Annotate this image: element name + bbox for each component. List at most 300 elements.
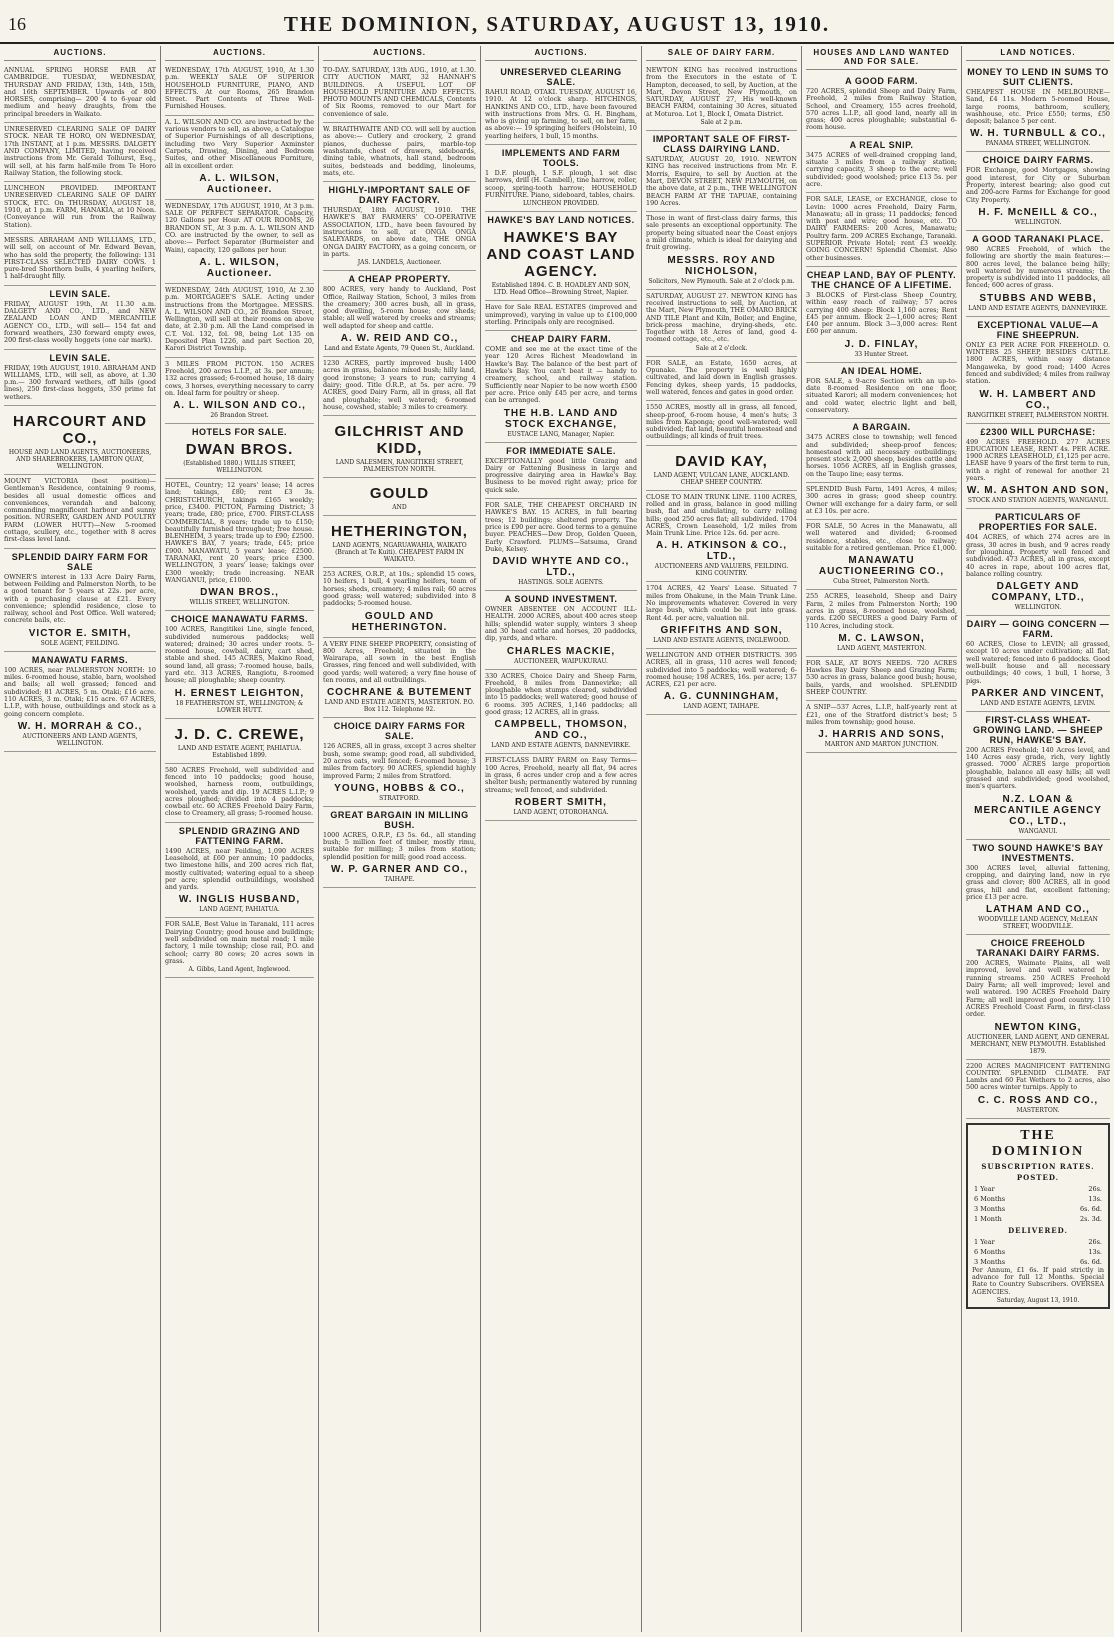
- column-header: AUCTIONS.: [165, 46, 314, 61]
- advertisement: [4, 64, 156, 123]
- advertiser-address: (Established 1880.) WILLIS STREET, WELLINGTON.: [183, 460, 296, 475]
- advertiser-name: A. L. WILSON AND CO.,: [173, 400, 306, 412]
- column-header: HOUSES AND LAND WANTED AND FOR SALE.: [806, 46, 957, 70]
- advertiser-name: A. L. WILSON, Auctioneer.: [199, 172, 280, 195]
- advertiser-name: HARCOURT AND CO.,: [13, 412, 147, 447]
- ad-body-text: WELLINGTON AND OTHER DISTRICTS. 395 ACRES, all in grass, 110 acres well fenced; subdivided into 5 paddocks; well watered; 6-roomed house; 198 ACRES, 16s. per acre; 137 ACRES, £21 per acre.: [646, 650, 797, 689]
- advertiser-address: WELLINGTON.: [1014, 604, 1062, 612]
- advertiser-address: PANAMA STREET, WELLINGTON.: [985, 140, 1091, 148]
- advertiser-name: HETHERINGTON,: [331, 523, 468, 541]
- ad-body-text: 1550 ACRES, mostly all in grass, all fenced, sheep-proof, 6-room house, 4 men's huts; 3 miles from Kaponga; good well-watered; well subdivided; flat land, beautiful homestead and outbuildings; all kinds of fruit trees.: [646, 403, 797, 441]
- advertiser-name: CHARLES MACKIE,: [506, 645, 616, 657]
- advertisement: [806, 590, 957, 656]
- advertiser-name: J. HARRIS AND SONS,: [818, 729, 945, 741]
- advertisement: [806, 137, 957, 193]
- advertisement: [485, 754, 637, 820]
- advertiser-address: Cuba Street, Palmerston North.: [833, 578, 930, 586]
- advertisement: [165, 64, 314, 116]
- ad-body-text: NEWTON KING has received instructions from the Executors in the estate of T. Hampton, deceased, to sell, by Auction, at the Mart, Devon Street, New Plymouth, on SATURDAY, AUGUST 27, His well-known BEACH FARM, containing 30 Acres, situated at Moturoa. Lot 1, Block I, Omata District.: [646, 66, 797, 118]
- advertiser-name: STUBBS AND WEBB,: [979, 292, 1097, 304]
- advertisement: [165, 479, 314, 611]
- ad-body-text: Those in want of first-class dairy farms, this sale presents an exceptional opportunity. The property being situated near the Coast enjoys a mild climate, which is ideal for dairying and fruit growing.: [646, 214, 797, 252]
- ad-body-text: CLOSE TO MAIN TRUNK LINE. 1100 ACRES, rolled and in grass, balance in good milling bush, flat and undulating, to carry rolling hills; good 250 acres flat; all subdivided. 1704 ACRES, Crown Leasehold, 1/2 miles from Main Trunk Line. Price 12s. 6d. per acre.: [646, 492, 797, 538]
- advertiser-address: SOLE AGENT, FEILDING.: [40, 639, 120, 647]
- ad-body-text: HOTEL, Country; 12 years' lease; 14 acres land; takings, £80; rent £3 3s. CHRISTCHURCH, takings £165 weekly; price, £3400. PICTON, Farming District; 3 years; trade, £80; price, £700. FIRST-CLASS COMMERCIAL, 8 years; trade up to £150; beautifully furnished throughout; free house. BLENHEIM, 3 years; trade up to £90; £2500. HAWKE'S BAY, 7 years; trade, £45; price £900. MANAWATU, 5 years' lease; £2500. TARANAKI, rent 20 years; price £300. WELLINGTON, 3 years' lease; takings over £300 weekly; trade increasing. NEAR WANGANUI, price, £1000.: [165, 481, 314, 584]
- ad-body-text: W. BRAITHWAITE AND CO. will sell by auction as above:— Cutlery and crockery, 2 grand pianos, duchesse pairs, marble-top washstands, chest of drawers, sideboards, dining table, whatnots, hall stand, bedroom suites, bedsteads and bedding, linoleums, mats, etc.: [323, 125, 476, 177]
- advertiser-name: GOULD: [369, 485, 430, 503]
- ad-title: £2300 WILL PURCHASE:: [980, 426, 1096, 437]
- advertiser-address: AUCTIONEER, WAIPUKURAU.: [514, 657, 608, 665]
- advertisement: [485, 443, 637, 499]
- ad-body-text: THURSDAY, 18th AUGUST, 1910. THE HAWKE'S BAY FARMERS' CO-OPERATIVE ASSOCIATION, LTD., have been favoured by instructions to sell, at ONGA ONGA SALEYARDS, on above date, THE ONGA ONGA DAIRY FACTORY, as a going concern, or in parts.: [323, 206, 476, 258]
- advertisement: [323, 416, 476, 478]
- advertisement: [966, 1060, 1110, 1119]
- advertisement: [966, 712, 1110, 840]
- ad-body-text: 720 ACRES, splendid Sheep and Dairy Farm, Freehold, 2 miles from Railway Station, School, and Creamery, 155 acres freehold, 570 acres L.I.P., all good land, nearly all in grass; 400 acres ploughable; substantial 6-room house.: [806, 87, 957, 132]
- ad-body-text: 980 ACRES Freehold, of which the following are shortly the main features:— 800 acres level, the balance being hilly; well watered by numerous streams; the property is subdivided into 11 paddocks, all fenced; 600 acres of grass.: [966, 244, 1110, 290]
- ad-title: A GOOD FARM.: [845, 76, 918, 86]
- ad-body-text: FOR SALE, 50 Acres in the Manawatu, all well watered and divided; 6-roomed residence, stables, etc., close to railway; suitable for a retired gentleman. Price £1,000.: [806, 522, 957, 553]
- advertiser-name: W. H. MORRAH & CO.,: [17, 720, 143, 732]
- advertisement: [806, 193, 957, 267]
- rate-price: 13s.: [1088, 1247, 1102, 1256]
- column-6: [801, 46, 961, 1632]
- advertiser-name: W. H. LAMBERT AND CO.,: [979, 388, 1097, 411]
- ad-title: IMPLEMENTS AND FARM TOOLS.: [501, 148, 621, 169]
- ad-body-text: 300 ACRES level, alluvial fattening, cropping, and dairying land, now in rye grass and clover; 800 ACRES, all in good grass, hill and flat, excellent fattening; price £13 per acre.: [966, 863, 1110, 901]
- ad-body-text: 499 ACRES FREEHOLD. 277 ACRES EDUCATION LEASE, RENT 4s. PER ACRE. 1900 ACRES LEASEHOLD, £1,125 per acre. LEASE have 9 years of the first term to run, with a right of renewal for another 21 years.: [966, 437, 1110, 483]
- advertisement: [646, 582, 797, 648]
- ad-body-text: 404 ACRES, of which 274 acres are in grass, 30 acres in bush, and 9 acres ready for ploughing. Property well fenced and subdivided. 473 ACRES, all in grass, except 40 acres in rape, about 100 acres flat, balance rolling country.: [966, 533, 1110, 578]
- column-2: [160, 46, 318, 1632]
- advertisement: [966, 509, 1110, 616]
- advertiser-address: LAND AGENT, VULCAN LANE, AUCKLAND. CHEAP SHEEP COUNTRY.: [653, 471, 790, 486]
- ad-body-text: 100 ACRES, Rangitikei Line, single fenced, subdivided numerous paddocks; well watered; drained; 30 acres under roots. 5-roomed house, cowbail, dairy, cart shed, stable and shed. 145 ACRES, Makino Road, sound land, all grass; 7-roomed house, bails, yard etc. 313 ACRES, Rangiotu, 8-roomed house; all ploughable; sheep country.: [165, 625, 314, 685]
- advertisement: [646, 64, 797, 131]
- ad-body-text: MOUNT VICTORIA (best position)— Gentleman's Residence, containing 9 rooms, besides all usual domestic offices and conveniences, verandah and balcony, commanding magnificent harbour and sunny position. NURSERY, GARDEN AND POULTRY FARM (LOWER HUTT)—New 5-roomed cottage, scullery, etc., together with 8 acres first-class level land.: [4, 476, 156, 544]
- ad-title: HOTELS FOR SALE.: [191, 427, 287, 438]
- advertiser-name: W. P. GARNER AND CO.,: [330, 864, 469, 876]
- advertiser-address: LAND AGENTS, NGARUAWAHIA, WAIKATO (Branch at Te Kuiti). CHEAPEST FARM IN WAIKATO.: [332, 542, 467, 564]
- ad-body-text: SPLENDID Bush Farm, 1491 Acres, 4 miles; 300 acres in grass; good sheep country. Owner will exchange for a dairy farm, or sell at £3 10s. per acre.: [806, 484, 957, 515]
- advertisement: [806, 363, 957, 419]
- advertiser-address: STRATFORD.: [379, 794, 420, 802]
- advertisement: [323, 638, 476, 719]
- advertiser-name: M. C. LAWSON,: [838, 632, 925, 644]
- advertisement: [165, 823, 314, 919]
- rate-period: 6 Months: [974, 1194, 1006, 1203]
- advertisement: [646, 290, 797, 357]
- ad-body-text: FOR SALE, AT BOYS NEEDS. 720 ACRES Hawkes Bay Dairy Sheep and Grazing Farm; 530 acres in grass, balance good bush; house, bails, yards, and woolshed. SPLENDID SHEEP COUNTRY.: [806, 658, 957, 697]
- advertisement: [646, 212, 797, 289]
- advertiser-address: STOCK AND STATION AGENTS, WANGANUI.: [967, 497, 1109, 505]
- advertisement: [485, 301, 637, 331]
- advertiser-address: WOODVILLE LAND AGENCY, McLEAN STREET, WOODVILLE.: [978, 916, 1098, 931]
- advertiser-name: COCHRANE & BUTEMENT: [326, 687, 473, 699]
- advertiser-name: LATHAM AND CO.,: [986, 904, 1090, 916]
- ad-title: SPLENDID GRAZING AND FATTENING FARM.: [178, 825, 301, 846]
- column-header: AUCTIONS.: [4, 46, 156, 61]
- advertiser-name: W. M. ASHTON AND SON,: [966, 485, 1110, 497]
- advertiser-address: LAND AGENT, MASTERTON.: [836, 644, 927, 652]
- rate-period: 1 Month: [974, 1214, 1002, 1223]
- advertisement: [4, 406, 156, 475]
- advertiser-address: AUCTIONEERS AND LAND AGENTS, WELLINGTON.: [22, 732, 138, 747]
- advertisement: [806, 520, 957, 590]
- rate-price: 26s.: [1088, 1184, 1102, 1193]
- rates-title: THE DOMINION: [991, 1127, 1085, 1159]
- advertisement: [4, 123, 156, 182]
- advertisement: [323, 718, 476, 806]
- rate-period: 1 Year: [974, 1184, 995, 1193]
- ad-title: MANAWATU FARMS.: [31, 654, 129, 665]
- advertisement: [323, 516, 476, 568]
- ad-title: A BARGAIN.: [852, 422, 911, 433]
- ad-body-text: FOR SALE, an Estate, 1650 acres, at Opunake. The property is well highly cultivated, and laid down in English grasses. Fencing dykes, sheep yards, 15 paddocks, well watered, fences and gates in good order.: [646, 358, 797, 396]
- ad-body-text: MESSRS. ABRAHAM AND WILLIAMS, LTD., will sell, on account of Mr. Edward Bevan, who has sold the property, the following: 131 FIRST-CLASS SELECTED DAIRY COWS. 1 pure-bred Shorthorn bulls, 4 yearling heifers, 1 half-draught filly.: [4, 235, 156, 281]
- rate-period: 3 Months: [974, 1257, 1006, 1266]
- advertisement: [323, 478, 476, 516]
- column-4: [480, 46, 641, 1632]
- advertiser-address: 18 FEATHERSTON ST., WELLINGTON; & LOWER HUTT.: [175, 699, 304, 714]
- advertisement: [323, 357, 476, 416]
- advertiser-address: LAND AND ESTATE AGENTS, INGLEWOOD.: [653, 636, 790, 644]
- advertiser-name: THE H.B. LAND AND STOCK EXCHANGE,: [503, 407, 619, 430]
- ad-title: EXCEPTIONAL VALUE—A FINE SHEEPRUN.: [977, 319, 1099, 340]
- advertiser-name: J. D. C. CREWE,: [174, 725, 305, 743]
- ad-title: UNRESERVED CLEARING SALE.: [500, 67, 622, 87]
- ad-body-text: 255 ACRES, leasehold, Sheep and Dairy Farm, 2 miles from Palmerston North; 190 acres in grass, 8-roomed house, woolshed, yards. £200 SECURES a good Dairy Farm of 110 Acres, including stock.: [806, 592, 957, 630]
- ad-body-text: FIRST-CLASS DAIRY FARM on Easy Terms—100 Acres, Freehold, nearly all flat, 94 acres in grass, 6 acres under crop and a few acres shelter bush; permanently watered by running streams; well fenced, and subdivided.: [485, 756, 637, 794]
- advertisement: [485, 591, 637, 669]
- rates-row: [972, 1237, 1104, 1247]
- ad-body-text: CHEAPEST HOUSE IN MELBOURNE—Sand, £4 11s. Modern 5-roomed House, large rooms, bathroom, scullery, washhouse, etc. Price £550; terms, £50 deposit; balance 5 per cent.: [966, 88, 1110, 126]
- advertiser-name: J. D. FINLAY,: [844, 338, 919, 350]
- advertisement: [4, 350, 156, 406]
- ad-body-text: WEDNESDAY, 24th AUGUST, 1910, At 2.30 p.m. MORTGAGEE'S SALE. Acting under instructions from the Mortgagee. MESSRS. A. L. WILSON AND CO., 26 Brandon Street, Wellington, will sell at their rooms on above date, at 2.30 p.m. All the Land comprised in C.T. Vol. 132, fol. 98, being Lot 135 on Deposited Plan 1226, and part Section 20, Karori District Township.: [165, 285, 314, 353]
- ad-body-text: 253 ACRES, O.R.P., at 10s.; splendid 15 cows, 10 heifers, 1 bull, 4 yearling heifers, team of horses; sheds, creamery; 4 miles rail; 60 acres good grass; well watered; subdivided into 8 paddocks; 5-roomed house.: [323, 570, 476, 608]
- ad-body-text: A SNIP—537 Acres, L.I.P., half-yearly rent at £21, one of the Stratford district's best; 5 miles from township; good house.: [806, 703, 957, 726]
- advertisement: [646, 649, 797, 715]
- advertisement: [323, 64, 476, 123]
- page-number: 16: [8, 14, 26, 34]
- advertiser-name: W. H. TURNBULL & CO.,: [970, 128, 1106, 140]
- advertisement: [323, 568, 476, 637]
- ad-title: IMPORTANT SALE OF FIRST-CLASS DAIRYING LAND.: [652, 134, 791, 155]
- advertiser-address: LAND SALESMEN, RANGITIKEI STREET, PALMERSTON NORTH.: [335, 459, 464, 474]
- ad-body-text: FOR SALE, a 9-acre Section with an up-to-date 8-roomed Residence on one floor, situated Karori; all modern conveniences; hot and cold water, electric light and bell, conservatory.: [806, 376, 957, 414]
- advertisement: [165, 284, 314, 358]
- advertiser-address: LAND AND ESTATE AGENTS, MASTERTON. P.O. Box 112. Telephone 92.: [324, 699, 475, 714]
- advertiser-name: HAWKE'S BAY AND COAST LAND AGENCY.: [486, 229, 636, 281]
- advertiser-address: TAIHAPE.: [384, 876, 415, 884]
- ad-body-text: FOR SALE, Best Value in Taranaki, 111 acres Dairying Country; good house and buildings; well subdivided on main metal road; 1 mile factory, 1 mile township; close rail, P.O. and school; carry 80 cows; 20 acres sown in grass.: [165, 920, 314, 965]
- ad-body-text: 800 ACRES, very handy to Auckland, Post Office, Railway Station, School, 3 miles from the creamery; 300 acres bush, all in grass, good dwelling, 5-room house; cow sheds; stable; all well watered by creeks and streams; well adapted for sheep and cattle.: [323, 285, 476, 330]
- advertisement: [165, 116, 314, 200]
- column-7: [961, 46, 1114, 1632]
- column-5: [641, 46, 801, 1632]
- advertiser-name: C. C. ROSS AND CO.,: [977, 1094, 1099, 1106]
- rate-price: 26s.: [1088, 1237, 1102, 1246]
- ad-title: A SOUND INVESTMENT.: [504, 594, 618, 605]
- advertisement: [485, 331, 637, 442]
- advertiser-address: LAND AGENT, TAIHAPE.: [683, 703, 760, 711]
- ad-body-text: OWNER ABSENTEE ON ACCOUNT ILL-HEALTH. 2000 ACRES, about 400 acres steep hills; splendid water supply, winters 3 sheep and 30 head cattle and horses, 20 paddocks, dip, yards, and whare.: [485, 605, 637, 643]
- advertisement: [966, 317, 1110, 424]
- advertiser-name: A. H. ATKINSON & CO., LTD.,: [656, 540, 787, 563]
- ad-title: SPLENDID DAIRY FARM FOR SALE: [11, 551, 149, 572]
- advertiser-address: Land and Estate Agents, 79 Queen St., Auckland.: [324, 345, 475, 353]
- advertiser-address: MASTERTON.: [1016, 1106, 1060, 1114]
- advertiser-address: RANGITIKEI STREET, PALMERSTON NORTH.: [967, 411, 1109, 419]
- ad-body-text: 330 ACRES, Choice Dairy and Sheep Farm, Freehold, 8 miles from Dannevirke; all ploughable when stumps cleared, subdivided into 15 paddocks; well watered; good house of 6 rooms. 395 ACRES, 1,146 paddocks; all good grass; 12 ACRES, all in grass.: [485, 671, 637, 717]
- ad-title: A GOOD TARANAKI PLACE.: [972, 233, 1104, 244]
- column-header: AUCTIONS.: [323, 46, 476, 61]
- ad-body-text: TO-DAY. SATURDAY, 13th AUG., 1910, at 1.30. CITY AUCTION MART, 32 HANNAH'S BUILDINGS. A USEFUL LOT OF HOUSEHOLD FURNITURE AND EFFECTS. PHOTO MOUNTS AND CHEMICALS, Contents of Six Rooms, removed to our Mart for convenience of sale.: [323, 66, 476, 118]
- advertiser-address: HOUSE AND LAND AGENTS, AUCTIONEERS, AND SHAREBROKERS, LAMBTON QUAY, WELLINGTON.: [8, 448, 152, 470]
- advertiser-address: MARTON AND MARTON JUNCTION.: [824, 741, 939, 749]
- advertisement: [646, 446, 797, 491]
- subscription-rates-box: [966, 1123, 1110, 1309]
- advertiser-address: AND: [392, 504, 407, 512]
- advertiser-name: ROBERT SMITH,: [515, 796, 607, 808]
- ad-title: GREAT BARGAIN IN MILLING BUSH.: [330, 809, 469, 830]
- advertiser-name: A. G. CUNNINGHAM,: [663, 691, 780, 703]
- ad-body-text: FOR SALE, THE CHEAPEST ORCHARD IN HAWKE'S BAY. 15 ACRES, in full bearing trees; 12 buildings; sheltered property. The price is £90 per acre. Good terms to a genuine buyer. PEACHES—Dew Drop, Golden Queen, Early Crawford. PLUMS—Satsuma, Grand Duke, Kelsey.: [485, 501, 637, 553]
- advertiser-name: H. F. McNEILL & CO.,: [978, 206, 1098, 218]
- ad-body-text: 60 ACRES, Close to LEVIN; all grassed, except 10 acres under cultivation; all flat; well watered; fenced into 6 paddocks. Good well-built house and all necessary outbuildings; 40 cows, 1 bull, 1 horse, 3 pigs.: [966, 640, 1110, 685]
- rates-table: [972, 1184, 1104, 1224]
- rates-row: [972, 1194, 1104, 1204]
- advertiser-address: WANGANUI.: [1018, 827, 1058, 835]
- ad-body-text: OWNER'S interest in 133 Acre Dairy Farm, between Feilding and Palmerston North, to be a good tenant for 5 years at 22s. per acre, with a purchasing clause at £21. Every convenience; splendid residence, close to railway, school and Post Office. Well watered; concrete bails, etc.: [4, 572, 156, 625]
- ad-body-text: UNRESERVED CLEARING SALE OF DAIRY STOCK. NEAR TE HORO, ON WEDNESDAY, 17th INSTANT, at 1 p.m. MESSRS. DALGETY AND COMPANY, LIMITED, having received instructions from Mr. Gerald Tolhurst, Esq., will sell, at his farm half-mile from Te Horo Railway Station, the following stock.: [4, 125, 156, 177]
- ad-title: AN IDEAL HOME.: [840, 365, 923, 376]
- column-3: [318, 46, 480, 1632]
- ad-title: MONEY TO LEND IN SUMS TO SUIT CLIENTS.: [967, 67, 1109, 87]
- advertisement: [323, 182, 476, 271]
- advertisement: [806, 483, 957, 520]
- rate-period: 3 Months: [974, 1204, 1006, 1213]
- advertisement: [4, 549, 156, 652]
- rates-table: [972, 1237, 1104, 1267]
- advertisement: [966, 64, 1110, 152]
- advertiser-name: NEWTON KING,: [994, 1021, 1082, 1033]
- ad-body-text: 3 MILES FROM PICTON. 150 ACRES Freehold, 200 acres L.I.P., at 3s. per annum; 132 acres grassed; 6-roomed house, 18 dairy cows, 3 horses, everything necessary to carry on. Ideal farm for poultry or sheep.: [165, 359, 314, 397]
- rates-note: Per Annum, £1 6s. If paid strictly in advance for full 12 Months. Special Rate to Country Subscribers. OVERSEA AGENCIES.: [972, 1265, 1104, 1296]
- advertiser-address: WELLINGTON.: [1014, 218, 1062, 226]
- column-header: LAND NOTICES.: [966, 46, 1110, 61]
- advertiser-address: LAND AND ESTATE AGENTS, DANNEVIRKE.: [491, 742, 631, 750]
- ad-title: CHEAP LAND, BAY OF PLENTY. THE CHANCE OF A LIFETIME.: [806, 269, 957, 290]
- advertisement: [966, 840, 1110, 935]
- advertiser-address: WILLIS STREET, WELLINGTON.: [189, 599, 290, 607]
- advertiser-address: Sale at 2 o'clock.: [695, 344, 748, 352]
- paper-title: THE DOMINION, SATURDAY, AUGUST 13, 1910.: [283, 12, 831, 36]
- ad-body-text: 3475 ACRES close to township; well fenced and subdivided; sheep-proof fences; homestead with all necessary outbuildings; present stock 2,000 sheep, besides cattle and horses. 1056 ACRES, all in English grasses, on the Taupo line; easy terms.: [806, 433, 957, 478]
- ad-title: CHOICE MANAWATU FARMS.: [170, 614, 309, 625]
- advertiser-name: CAMPBELL, THOMSON, AND CO.,: [494, 719, 628, 742]
- advertisement: [165, 611, 314, 718]
- ad-body-text: FOR Exchange, good Mortgages, showing good interest, for City or Suburban Property, interest bearing; also good cut and 200-acre Farms for Exchange for good City Property.: [966, 166, 1110, 204]
- ad-body-text: 3475 ACRES of well-drained cropping land, situate 3 miles from a railway station; carrying capacity, 3 sheep to the acre; well subdivided; good woolshed; price £13 5s. per acre.: [806, 150, 957, 188]
- rates-section-label: POSTED.: [1016, 1172, 1060, 1182]
- ad-body-text: 200 ACRES Freehold; 140 Acres level, and 140 Acres easy grade, rich, very lightly grassed. 7000 ACRES large proportion ploughable, balance all easy hills; all well grassed and subdivided; good woolshed, men's quarters.: [966, 745, 1110, 791]
- advertisement: [323, 271, 476, 357]
- advertiser-address: 26 Brandon Street.: [210, 412, 269, 420]
- rates-row: [972, 1247, 1104, 1257]
- ad-title: FIRST-CLASS WHEAT-GROWING LAND. — SHEEP RUN, HAWKE'S BAY.: [972, 714, 1103, 745]
- advertiser-name: PARKER AND VINCENT,: [971, 687, 1105, 699]
- ad-body-text: ANNUAL SPRING HORSE FAIR AT CAMBRIDGE. TUESDAY, WEDNESDAY, THURSDAY AND FRIDAY, 13th, 14th, 15th, and 16th SEPTEMBER. Upwards of 800 HORSES, comprising— 200 4 to 6-year old medium and heavy draughts, from the principal breeders in Waikato.: [4, 66, 156, 118]
- advertiser-name: DAVID WHYTE AND CO., LTD.,: [492, 556, 630, 579]
- ad-body-text: WEDNESDAY, 17th AUGUST, 1910, At 3 p.m. SALE OF PERFECT SEPARATOR. Capacity, 120 Gallons per Hour. AT OUR ROOMS, 26 BRANDON ST., At 3 p.m. A. L. WILSON AND CO. are instructed by the owner, to sell as above:— Perfect Separator (Burmeister and Wain), capacity, 120 gallons per hour.: [165, 201, 314, 254]
- rate-price: 6s. 6d.: [1080, 1204, 1102, 1213]
- rates-subtitle: SUBSCRIPTION RATES.: [981, 1161, 1095, 1171]
- advertisement: [646, 401, 797, 445]
- advertisement: [806, 701, 957, 753]
- advertiser-address: EUSTACE LANG, Manager, Napier.: [507, 430, 615, 438]
- ad-body-text: EXCEPTIONALLY good little Grazing and Dairy or Fattening Business in large and progressive dairying area in Hawke's Bay. Business to be moved right away; price for quick sale.: [485, 456, 637, 494]
- advertisement: [485, 64, 637, 145]
- column-1: [0, 46, 160, 1632]
- advertiser-address: Solicitors, New Plymouth. Sale at 2 o'clock p.m.: [648, 277, 795, 285]
- advertisement: [165, 918, 314, 978]
- ad-body-text: 580 ACRES Freehold, well subdivided and fenced into 10 paddocks; good house, woolshed, harness room, outbuildings, woolshed, yards and dip. 19 ACRES L.I.P.; 9 acres ploughed; divided into 4 paddocks; cowbail etc. 60 ACRES Freehold Dairy Farm, close to Creamery, all grass; 5-roomed house.: [165, 765, 314, 818]
- advertisement: [485, 670, 637, 755]
- advertisement: [4, 286, 156, 350]
- advertisement: [323, 807, 476, 888]
- advertisement: [323, 123, 476, 182]
- ad-body-text: WEDNESDAY, 17th AUGUST, 1910, At 1.30 p.m. WEEKLY SALE OF SUPERIOR HOUSEHOLD FURNITURE, PIANO, AND EFFECTS. At our Rooms, 265 Brandon Street. Part Contents of Three Well-Furnished Houses.: [165, 66, 314, 111]
- rates-section-label: DELIVERED.: [1008, 1225, 1068, 1235]
- advertiser-address: Sale at 2 p.m.: [700, 119, 743, 127]
- advertiser-name: DWAN BROS.,: [200, 587, 279, 599]
- ad-title: CHOICE DAIRY FARMS FOR SALE.: [333, 721, 466, 742]
- advertisement: [806, 419, 957, 483]
- advertiser-address: A. Gibbs, Land Agent, Inglewood.: [188, 966, 291, 974]
- ad-body-text: SATURDAY, AUGUST 20, 1910. NEWTON KING has received instructions from Mr. F. Morris, Esquire, to sell by Auction at the Mart, DEVON STREET, NEW PLYMOUTH, on the above date, at 2 p.m., THE WELLINGTON BEACH FARM AT THE TAPUAE, containing 190 Acres.: [646, 155, 797, 207]
- advertiser-name: N.Z. LOAN & MERCANTILE AGENCY CO., LTD.,: [974, 793, 1102, 827]
- rate-price: 2s. 3d.: [1080, 1214, 1102, 1223]
- advertisement: [165, 200, 314, 284]
- advertisement: [165, 358, 314, 424]
- advertisement: [966, 424, 1110, 510]
- advertiser-name: A. W. REID AND CO.,: [340, 333, 459, 345]
- advertisement: [966, 231, 1110, 317]
- ad-title: FOR IMMEDIATE SALE.: [506, 445, 616, 456]
- ad-body-text: 126 ACRES, all in grass, except 3 acres shelter bush, some swamp; good road, all subdivided, 20 acres oats, well fenced; 6-roomed house; 3 miles from factory. 90 ACRES, splendid highly improved Farm; 2 miles from Stratford.: [323, 742, 476, 780]
- ad-title: DAIRY — GOING CONCERN — FARM.: [966, 619, 1110, 640]
- advertisement: [485, 212, 637, 301]
- advertisement: [485, 499, 637, 591]
- rate-period: 6 Months: [974, 1247, 1006, 1256]
- advertisement: [646, 357, 797, 401]
- ad-body-text: 200 ACRES, Waimate Plains, all well improved, level and well watered by running streams. 250 ACRES Freehold Dairy Farm; all well improved; level and well watered. 190 ACRES Freehold Dairy Farm; all well improved good country. 110 ACRES Freehold Coast Farm, in first-class order.: [966, 959, 1110, 1019]
- ad-body-text: FRIDAY, 19th AUGUST, 1910. ABRAHAM AND WILLIAMS, LTD., will sell, as above, at 1.30 p.m.— 300 forward wethers, off hills (good lines), 250 first-class hoggets, 350 prime fat wethers.: [4, 363, 156, 401]
- advertisement: [4, 652, 156, 752]
- advertiser-name: H. ERNEST LEIGHTON,: [174, 687, 305, 699]
- advertiser-address: JAS. LANDELS, Auctioneer.: [357, 259, 442, 267]
- ad-body-text: RAHUI ROAD, OTAKI. TUESDAY, AUGUST 16, 1910. At 12 o'clock sharp. HITCHINGS, HANKINS AND CO., LTD., have been favoured with instructions from Mrs. G. H. Bingham, who is giving up farming, to sell, on her farm, as above:— 19 springing heifers (Holstein), 10 yearling heifers, 1 bull, 15 months.: [485, 88, 637, 140]
- ad-body-text: 1704 ACRES, 42 Years' Lease. Situated 7 miles from Ohakune, in the Main Trunk Line. No improvements whatever. Covered in very large bush, which could be put into grass. Rent 4d. per acre, valuation nil.: [646, 584, 797, 622]
- advertisement: [165, 424, 314, 479]
- advertisement: [165, 764, 314, 823]
- advertiser-name: DWAN BROS.: [185, 441, 294, 459]
- ad-body-text: 1000 ACRES, O.R.P., £3 5s. 6d., all standing bush; 5 million feet of timber, mostly rimu, suitable for milling; 3 miles from station; splendid position for mill; good road access.: [323, 830, 476, 861]
- ad-title: PARTICULARS OF PROPERTIES FOR SALE.: [978, 512, 1098, 533]
- advertiser-name: GOULD AND HETHERINGTON.: [351, 610, 448, 633]
- ad-title: CHOICE DAIRY FARMS.: [982, 155, 1094, 166]
- masthead: [0, 0, 1114, 44]
- ad-body-text: SATURDAY, AUGUST 27. NEWTON KING has received instructions to sell, by Auction, at the Mart, New Plymouth, THE OMARO BRICK AND TILE Plant and Kiln, Boiler, and Engine, brick-press machine, drying-sheds, etc. Together with 18 Acres of land, good 4-roomed cottage, etc., etc.: [646, 291, 797, 344]
- ad-body-text: COME and see me at the exact time of the year 120 Acres Richest Meadowland in Hawke's Bay. The balance of the best part of Hawke's Bay. You can't beat it — handy to creamery, school, and railway station. Sufficiently near Napier to be now worth £500 per acre. Price only £45 per acre, and terms can be arranged.: [485, 345, 637, 405]
- advertisement: [646, 491, 797, 583]
- rate-price: 6s. 6d.: [1080, 1257, 1102, 1266]
- ad-body-text: A. L. WILSON AND CO. are instructed by the various vendors to sell, as above, a Catalogue of Superior Furnishings of all descriptions, including two Very Superior Axminster Carpets, Drawing, Dining, and Bedroom Suites, and other Miscellaneous Furniture, all in excellent order.: [165, 117, 314, 170]
- ad-body-text: FOR SALE, LEASE, or EXCHANGE, close to Levin: 1000 acres Freehold, Dairy Farm, Manawatu; all in grass; 11 paddocks; fenced with post and wire; good house, etc. TO DAIRY FARMERS: 200 Acres, Manawatu; Poultry farm. 209 ACRES Exchange, Taranaki. SUPERIOR Private Hotel; rent £3 weekly. GOING CONCERN! Splendid Chemist. Also other businesses.: [806, 195, 957, 262]
- advertiser-address: AUCTIONEERS AND VALUERS, FEILDING. KING COUNTRY.: [654, 563, 789, 578]
- ad-body-text: Have for Sale REAL ESTATES (improved and unimproved), varying in value up to £100,000 sterling. Principals only are recognised.: [485, 303, 637, 326]
- advertiser-name: A. L. WILSON, Auctioneer.: [199, 256, 280, 279]
- advertiser-address: 33 Hunter Street.: [854, 350, 909, 358]
- advertisement: [646, 131, 797, 212]
- advertiser-name: DALGETY AND COMPANY, LTD.,: [991, 581, 1085, 604]
- advertiser-name: YOUNG, HOBBS & CO.,: [334, 782, 465, 794]
- advertisement: [806, 73, 957, 137]
- ad-title: LEVIN SALE.: [49, 288, 111, 299]
- advertisement: [4, 182, 156, 234]
- advertiser-address: LUNCHEON PROVIDED.: [522, 200, 599, 208]
- advertiser-name: VICTOR E. SMITH,: [28, 627, 132, 639]
- ad-body-text: 3 BLOCKS of First-class Sheep Country, within easy reach of railway; 57 acres carrying 400 sheep: Block 1,160 acres; Rent £45 per annum. Block 2—1,600 acres; Rent £40 per annum. Block 3—3,000 acres: Rent £60 per annum.: [806, 290, 957, 336]
- rate-price: 13s.: [1088, 1194, 1102, 1203]
- advertiser-name: MESSRS. ROY AND NICHOLSON,: [667, 254, 776, 277]
- advertiser-address: Established 1894. C. B. HOADLEY AND SON, LTD. Head Office—Browning Street, Napier.: [491, 282, 631, 297]
- ad-body-text: LUNCHEON PROVIDED. IMPORTANT UNRESERVED CLEARING SALE OF DAIRY STOCK, ETC. On THURSDAY, AUGUST 18, 1910, at 1 p.m. FARM, HANAKIA, at 10 Noon. (Conveyance will run from the Railway Station).: [4, 184, 156, 229]
- column-header: AUCTIONS.: [485, 46, 637, 61]
- ad-body-text: A VERY FINE SHEEP PROPERTY, consisting of 800 Acres, Freehold, situated in the Wairarapa, all sown in the best English Grasses, ring fenced and well subdivided, with good yards; well watered; a very fine house of ten rooms, and all outbuildings.: [323, 639, 476, 685]
- rate-period: 1 Year: [974, 1237, 995, 1246]
- advertisement: [806, 267, 957, 363]
- advertiser-name: GILCHRIST AND KIDD,: [334, 423, 465, 458]
- ad-title: HIGHLY-IMPORTANT SALE OF DAIRY FACTORY.: [328, 185, 471, 206]
- ad-title: LEVIN SALE.: [49, 352, 111, 363]
- ad-body-text: ONLY £3 PER ACRE FOR FREEHOLD. O. WINTERS 25 SHEEP, BESIDES CATTLE. 1800 ACRES, within easy distance Mangaweka, by good road; 1400 Acres fenced and subdivided; 4 miles from railway station.: [966, 340, 1110, 386]
- advertisement: [4, 475, 156, 549]
- ad-body-text: 1490 ACRES, near Feilding, 1,090 ACRES Leasehold, at £60 per annum; 10 paddocks, two limestone hills, and 200 acres rich flat, mostly cultivated; watering equal to a sheep per acre; splendid outbuildings, woolshed and yards.: [165, 846, 314, 892]
- ad-title: CHOICE FREEHOLD TARANAKI DAIRY FARMS.: [976, 938, 1100, 959]
- ad-title: A CHEAP PROPERTY.: [348, 274, 451, 285]
- ad-title: A REAL SNIP.: [849, 139, 914, 150]
- ad-title: CHEAP DAIRY FARM.: [510, 334, 612, 345]
- advertiser-name: MANAWATU AUCTIONEERING CO.,: [818, 555, 945, 578]
- advertisement: [806, 657, 957, 701]
- rates-footer-date: Saturday, August 13, 1910.: [996, 1296, 1080, 1304]
- advertiser-name: GRIFFITHS AND SON,: [660, 624, 783, 636]
- advertiser-address: LAND AND ESTATE AGENTS, DANNEVIRKE.: [968, 304, 1108, 312]
- advertiser-address: LAND AND ESTATE AGENTS, LEVIN.: [980, 699, 1096, 707]
- advertiser-address: AUCTIONEER, LAND AGENT, AND GENERAL MERCHANT, NEW PLYMOUTH. Established 1879.: [967, 1033, 1109, 1055]
- ad-title: TWO SOUND HAWKE'S BAY INVESTMENTS.: [972, 842, 1104, 863]
- column-header: SALE OF DAIRY FARM.: [646, 46, 797, 61]
- advertisement: [485, 145, 637, 212]
- ad-body-text: 100 ACRES, near PALMERSTON NORTH: 10 miles. 6-roomed house, stable, barn, woolshed and bails; all well grassed; fenced and subdivided; 81 ACRES, 5 m. Otaki; £16 acre. 110 ACRES, 3 m. Otaki; £15 acre. 67 ACRES, L.I.P., with house, outbuildings and stock as a going concern complete.: [4, 665, 156, 718]
- ad-title: HAWKE'S BAY LAND NOTICES.: [487, 215, 635, 226]
- advertiser-name: W. INGLIS HUSBAND,: [178, 894, 301, 906]
- advertiser-address: LAND AND ESTATE AGENT, PAHIATUA. Established 1899.: [177, 744, 302, 759]
- advertisement: [966, 935, 1110, 1059]
